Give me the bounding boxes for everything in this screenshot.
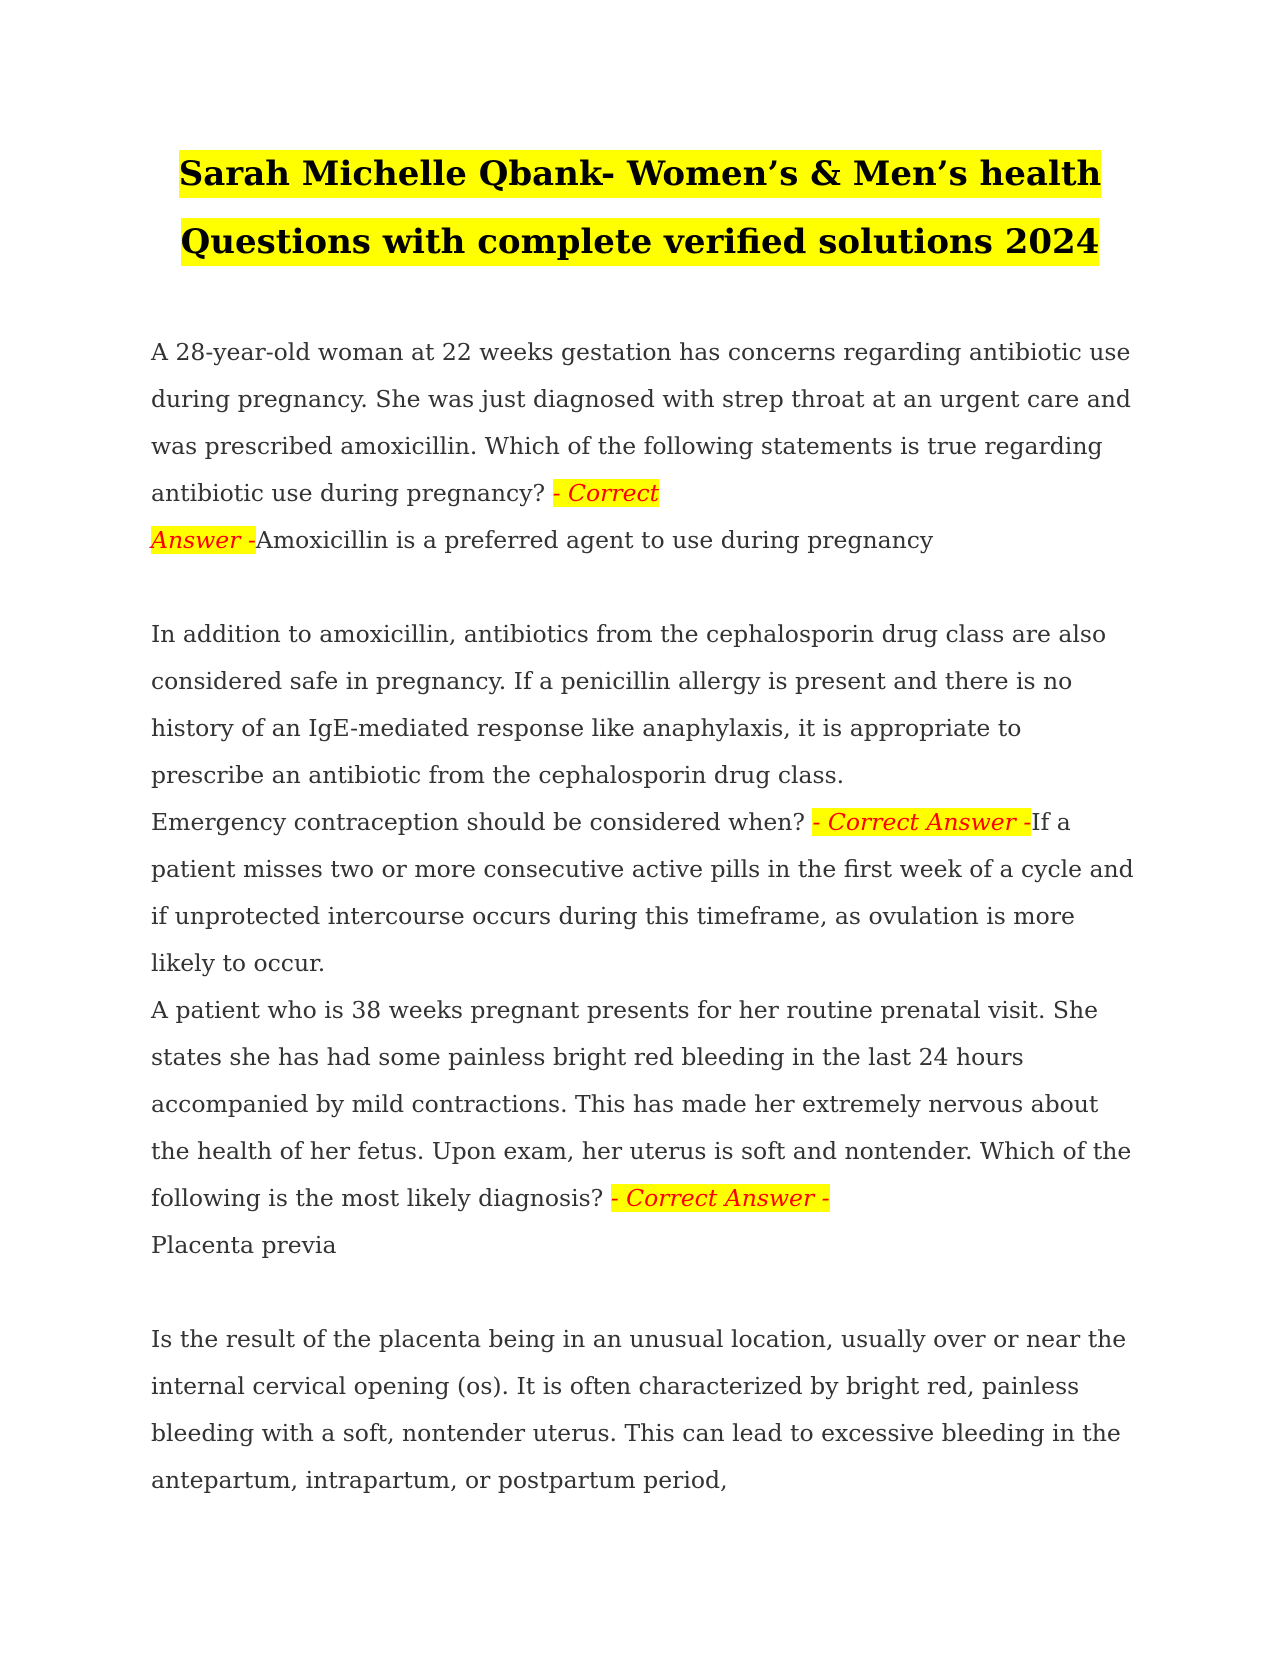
question-3 xyxy=(151,987,1141,1269)
title-line-2: Questions with complete verified solutions 2024 xyxy=(181,218,1100,266)
answer-3-text: Placenta previa xyxy=(151,1231,337,1259)
question-3-text: A patient who is 38 weeks pregnant presents for her routine prenatal visit. She states she has had some painless bright red bleeding in the last 24 hours accompanied by mild contractions. This has made her extremely nervous about the health of her fetus. Upon exam, her uterus is soft and nontender. Which of the following is the most likely diagnosis? xyxy=(151,996,1132,1212)
paragraph-gap xyxy=(151,564,1141,611)
correct-answer-marker: - Correct Answer - xyxy=(812,808,1032,836)
explanation-3: Is the result of the placenta being in an unusual location, usually over or near the internal cervical opening (os). It is often characterized by bright red, painless bleeding with a soft, nontender uterus. This can lead to excessive bleeding in the antepartum, intrapartum, or postpartum period, xyxy=(151,1325,1127,1494)
question-1-text: A 28-year-old woman at 22 weeks gestation has concerns regarding antibiotic use during pregnancy. She was just diagnosed with strep throat at an urgent care and was prescribed amoxicillin. Which of the following statements is true regarding antibiotic use during pregnancy? xyxy=(151,338,1131,507)
answer-2-text: If a patient misses two or more consecutive active pills in the first week of a cycle and if unprotected intercourse occurs during this timeframe, as ovulation is more likely to occur. xyxy=(151,808,1134,977)
title-line-1: Sarah Michelle Qbank- Women’s & Men’s health xyxy=(179,150,1102,198)
question-2-text: Emergency contraception should be considered when? xyxy=(151,808,813,836)
answer-1-text: Amoxicillin is a preferred agent to use during pregnancy xyxy=(255,526,934,554)
question-1 xyxy=(151,329,1141,564)
correct-answer-marker: Answer - xyxy=(151,526,256,554)
document-body xyxy=(151,329,1141,1504)
paragraph-gap xyxy=(151,1269,1141,1316)
correct-answer-marker: - Correct Answer - xyxy=(610,1184,830,1212)
question-2 xyxy=(151,799,1141,987)
explanation-1: In addition to amoxicillin, antibiotics from the cephalosporin drug class are also considered safe in pregnancy. If a penicillin allergy is present and there is no history of an IgE-mediated response like anaphylaxis, it is appropriate to prescribe an antibiotic from the cephalosporin drug class. xyxy=(151,620,1107,789)
correct-answer-marker: - Correct xyxy=(552,479,660,507)
document-title xyxy=(120,140,1160,276)
